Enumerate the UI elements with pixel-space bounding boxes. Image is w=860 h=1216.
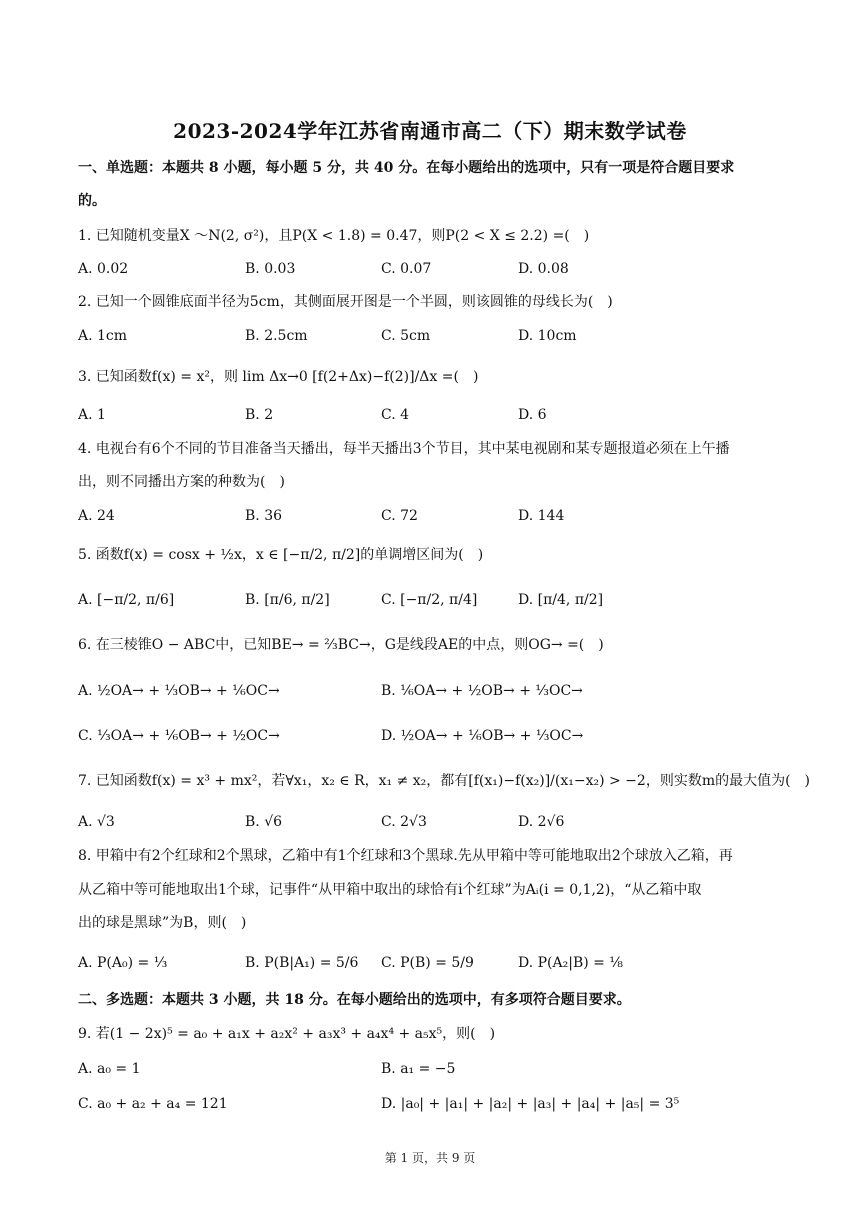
question-1-option-c: C. 0.07 [381, 261, 432, 277]
question-6-option-c: C. ⅓OA→ + ⅙OB→ + ½OC→ [78, 728, 280, 744]
page-footer: 第 1 页，共 9 页 [384, 1151, 476, 1165]
question-8-stem-line2: 从乙箱中等可能地取出1个球，记事件“从甲箱中取出的球恰有i个红球”为Aᵢ(i = 0,1,2)，“从乙箱中取 [78, 882, 702, 898]
question-8-stem-line3: 出的球是黑球”为B，则( ) [78, 915, 247, 931]
question-6-option-b: B. ⅙OA→ + ½OB→ + ⅓OC→ [381, 683, 583, 699]
question-4-stem-line1: 4. 电视台有6个不同的节目准备当天播出，每半天播出3个节目，其中某电视剧和某专题报道必须在上午播 [78, 441, 730, 457]
question-3-option-b: B. 2 [245, 407, 274, 423]
question-2-option-c: C. 5cm [381, 328, 431, 344]
question-5-stem: 5. 函数f(x) = cosx + ½x，x ∈ [−π/2, π/2]的单调增区间为( ) [78, 547, 484, 563]
question-1-stem: 1. 已知随机变量X ～N(2, σ²)，且P(X < 1.8) = 0.47，则P(2 < X ≤ 2.2) =( ) [78, 228, 590, 244]
question-6-option-a: A. ½OA→ + ⅓OB→ + ⅙OC→ [78, 683, 280, 699]
question-5-option-a: A. [−π/2, π/6] [78, 592, 175, 608]
question-9-stem: 9. 若(1 − 2x)⁵ = a₀ + a₁x + a₂x² + a₃x³ + a₄x⁴ + a₅x⁵，则( ) [78, 1026, 496, 1042]
question-4-option-d: D. 144 [518, 508, 565, 524]
question-1-option-d: D. 0.08 [518, 261, 569, 277]
question-4-stem-line2: 出，则不同播出方案的种数为( ) [78, 474, 285, 490]
section1-heading-line2: 的。 [78, 193, 106, 209]
question-3-option-a: A. 1 [78, 407, 106, 423]
question-8-option-b: B. P(B|A₁) = 5/6 [245, 955, 359, 971]
question-2-option-a: A. 1cm [78, 328, 128, 344]
question-9-option-d: D. |a₀| + |a₁| + |a₂| + |a₃| + |a₄| + |a₅| = 3⁵ [381, 1096, 680, 1112]
question-2-option-b: B. 2.5cm [245, 328, 308, 344]
question-4-option-b: B. 36 [245, 508, 283, 524]
question-3-stem: 3. 已知函数f(x) = x²，则 lim Δx→0 [f(2+Δx)−f(2)]/Δx =( ) [78, 369, 479, 385]
question-5-option-c: C. [−π/2, π/4] [381, 592, 478, 608]
question-8-stem-line1: 8. 甲箱中有2个红球和2个黑球，乙箱中有1个红球和3个黑球.先从甲箱中等可能地取出2个球放入乙箱，再 [78, 848, 733, 864]
question-5-option-d: D. [π/4, π/2] [518, 592, 604, 608]
question-8-option-c: C. P(B) = 5/9 [381, 955, 474, 971]
section2-heading: 二、多选题：本题共 3 小题，共 18 分。在每小题给出的选项中，有多项符合题目要求。 [78, 992, 631, 1008]
question-4-option-c: C. 72 [381, 508, 418, 524]
question-2-option-d: D. 10cm [518, 328, 577, 344]
question-5-option-b: B. [π/6, π/2] [245, 592, 330, 608]
question-7-option-c: C. 2√3 [381, 814, 427, 830]
question-7-stem: 7. 已知函数f(x) = x³ + mx²，若∀x₁，x₂ ∈ R，x₁ ≠ x₂，都有[f(x₁)−f(x₂)]/(x₁−x₂) > −2，则实数m的最大值为( ) [78, 773, 811, 789]
question-1-option-a: A. 0.02 [78, 261, 129, 277]
question-9-option-c: C. a₀ + a₂ + a₄ = 121 [78, 1096, 228, 1112]
question-7-option-d: D. 2√6 [518, 814, 565, 830]
question-7-option-b: B. √6 [245, 814, 283, 830]
question-6-option-d: D. ½OA→ + ⅙OB→ + ⅓OC→ [381, 728, 584, 744]
question-3-option-c: C. 4 [381, 407, 410, 423]
question-9-option-a: A. a₀ = 1 [78, 1061, 141, 1077]
question-9-option-b: B. a₁ = −5 [381, 1061, 456, 1077]
page-title: 2023-2024学年江苏省南通市高二（下）期末数学试卷 [173, 119, 687, 143]
question-8-option-d: D. P(A₂|B) = ⅛ [518, 955, 623, 971]
question-1-option-b: B. 0.03 [245, 261, 296, 277]
question-2-stem: 2. 已知一个圆锥底面半径为5cm，其侧面展开图是一个半圆，则该圆锥的母线长为( ) [78, 294, 613, 310]
question-3-option-d: D. 6 [518, 407, 547, 423]
question-6-stem: 6. 在三棱锥O − ABC中，已知BE→ = ⅔BC→，G是线段AE的中点，则OG→ =( ) [78, 637, 604, 653]
question-7-option-a: A. √3 [78, 814, 115, 830]
question-4-option-a: A. 24 [78, 508, 115, 524]
section1-heading-line1: 一、单选题：本题共 8 小题，每小题 5 分，共 40 分。在每小题给出的选项中，只有一项是符合题目要求 [78, 160, 735, 176]
question-8-option-a: A. P(A₀) = ⅓ [78, 955, 168, 971]
